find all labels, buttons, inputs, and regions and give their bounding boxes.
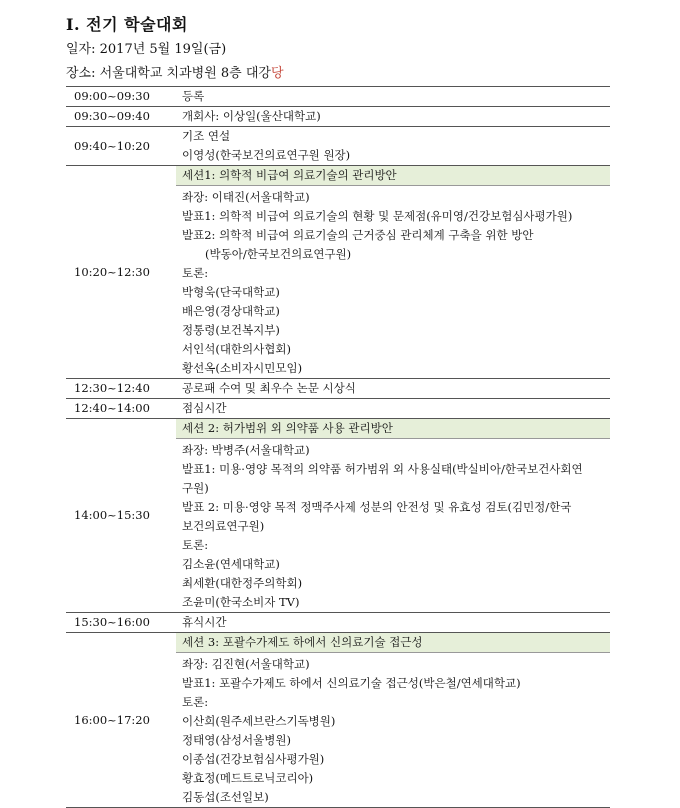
schedule-program [176, 613, 610, 633]
program-line: 황효정(메드트로닉코리아) [182, 771, 314, 785]
section-heading: Ⅰ. 전기 학술대회 [66, 15, 188, 34]
program-line: 좌장: 이태진(서울대학교) [182, 190, 310, 204]
program-line: 공로패 수여 및 최우수 논문 시상식 [182, 381, 356, 395]
program-line: 정통령(보건복지부) [182, 323, 280, 337]
program-line: 이종섭(건강보험심사평가원) [182, 752, 325, 766]
schedule-program [176, 633, 610, 808]
program-line: 발표 2: 미용·영양 목적 정맥주사제 성분의 안전성 및 유효성 검토(김민정/한국 [182, 500, 572, 514]
program-line: 정태영(삼성서울병원) [182, 733, 291, 747]
schedule-time: 12:30~12:40 [66, 379, 176, 399]
program-line: (박동아/한국보건의료연구원) [182, 247, 352, 261]
schedule-row [66, 166, 610, 379]
program-line: 토론: [182, 695, 209, 709]
schedule-row [66, 613, 610, 633]
schedule-program [176, 87, 610, 107]
schedule-program [176, 166, 610, 379]
schedule-program [176, 107, 610, 127]
program-line: 발표1: 포괄수가제도 하에서 신의료기술 접근성(박은철/연세대학교) [182, 676, 521, 690]
schedule-program [176, 419, 610, 613]
program-line: 휴식시간 [182, 615, 227, 629]
session-title: 세션1: 의학적 비급여 의료기술의 관리방안 [176, 166, 610, 186]
schedule-row [66, 87, 610, 107]
schedule-time: 10:20~12:30 [66, 166, 176, 379]
program-line: 발표1: 미용·영양 목적의 의약품 허가범위 외 사용실태(박실비아/한국보건사회연 [182, 462, 583, 476]
program-line: 김소윤(연세대학교) [182, 557, 280, 571]
schedule-row [66, 379, 610, 399]
program-line: 구원) [182, 481, 209, 495]
schedule-row [66, 419, 610, 613]
program-line: 기조 연설 [182, 129, 231, 143]
event-place [66, 62, 284, 81]
program-line: 조윤미(한국소비자 TV) [182, 595, 300, 609]
session-title: 세션 3: 포괄수가제도 하에서 신의료기술 접근성 [176, 633, 610, 653]
event-place-suffix: 당 [271, 66, 284, 81]
program-line: 점심시간 [182, 401, 227, 415]
schedule-row [66, 107, 610, 127]
program-line: 좌장: 박병주(서울대학교) [182, 443, 310, 457]
schedule-row [66, 399, 610, 419]
schedule-time: 14:00~15:30 [66, 419, 176, 613]
schedule-time: 16:00~17:20 [66, 633, 176, 808]
schedule-time: 15:30~16:00 [66, 613, 176, 633]
schedule-row [66, 633, 610, 808]
schedule-program [176, 379, 610, 399]
program-line: 토론: [182, 538, 209, 552]
schedule-time: 09:30~09:40 [66, 107, 176, 127]
program-line: 최세환(대한정주의학회) [182, 576, 303, 590]
schedule-program [176, 127, 610, 166]
schedule-row [66, 127, 610, 166]
schedule-time: 09:40~10:20 [66, 127, 176, 166]
schedule-time: 09:00~09:30 [66, 87, 176, 107]
program-line: 발표2: 의학적 비급여 의료기술의 근거중심 관리체계 구축을 위한 방안 [182, 228, 534, 242]
program-line: 서인석(대한의사협회) [182, 342, 291, 356]
program-line: 개회사: 이상일(울산대학교) [182, 109, 321, 123]
program-line: 이영성(한국보건의료연구원 원장) [182, 148, 351, 162]
program-line: 좌장: 김진현(서울대학교) [182, 657, 310, 671]
program-line: 보건의료연구원) [182, 519, 265, 533]
schedule-time: 12:40~14:00 [66, 399, 176, 419]
event-date: 일자: 2017년 5월 19일(금) [66, 42, 227, 57]
session-title: 세션 2: 허가범위 외 의약품 사용 관리방안 [176, 419, 610, 439]
program-line: 김동섭(조선일보) [182, 790, 269, 804]
schedule-table [66, 86, 610, 808]
program-line: 발표1: 의학적 비급여 의료기술의 현황 및 문제점(유미영/건강보험심사평가원) [182, 209, 573, 223]
program-line: 토론: [182, 266, 209, 280]
program-line: 등록 [182, 89, 205, 103]
schedule-program [176, 399, 610, 419]
program-line: 배은영(경상대학교) [182, 304, 280, 318]
program-line: 박형욱(단국대학교) [182, 285, 280, 299]
program-line: 황선옥(소비자시민모임) [182, 361, 303, 375]
event-place-text: 장소: 서울대학교 치과병원 8층 대강 [66, 66, 271, 81]
program-line: 이산희(원주세브란스기독병원) [182, 714, 336, 728]
